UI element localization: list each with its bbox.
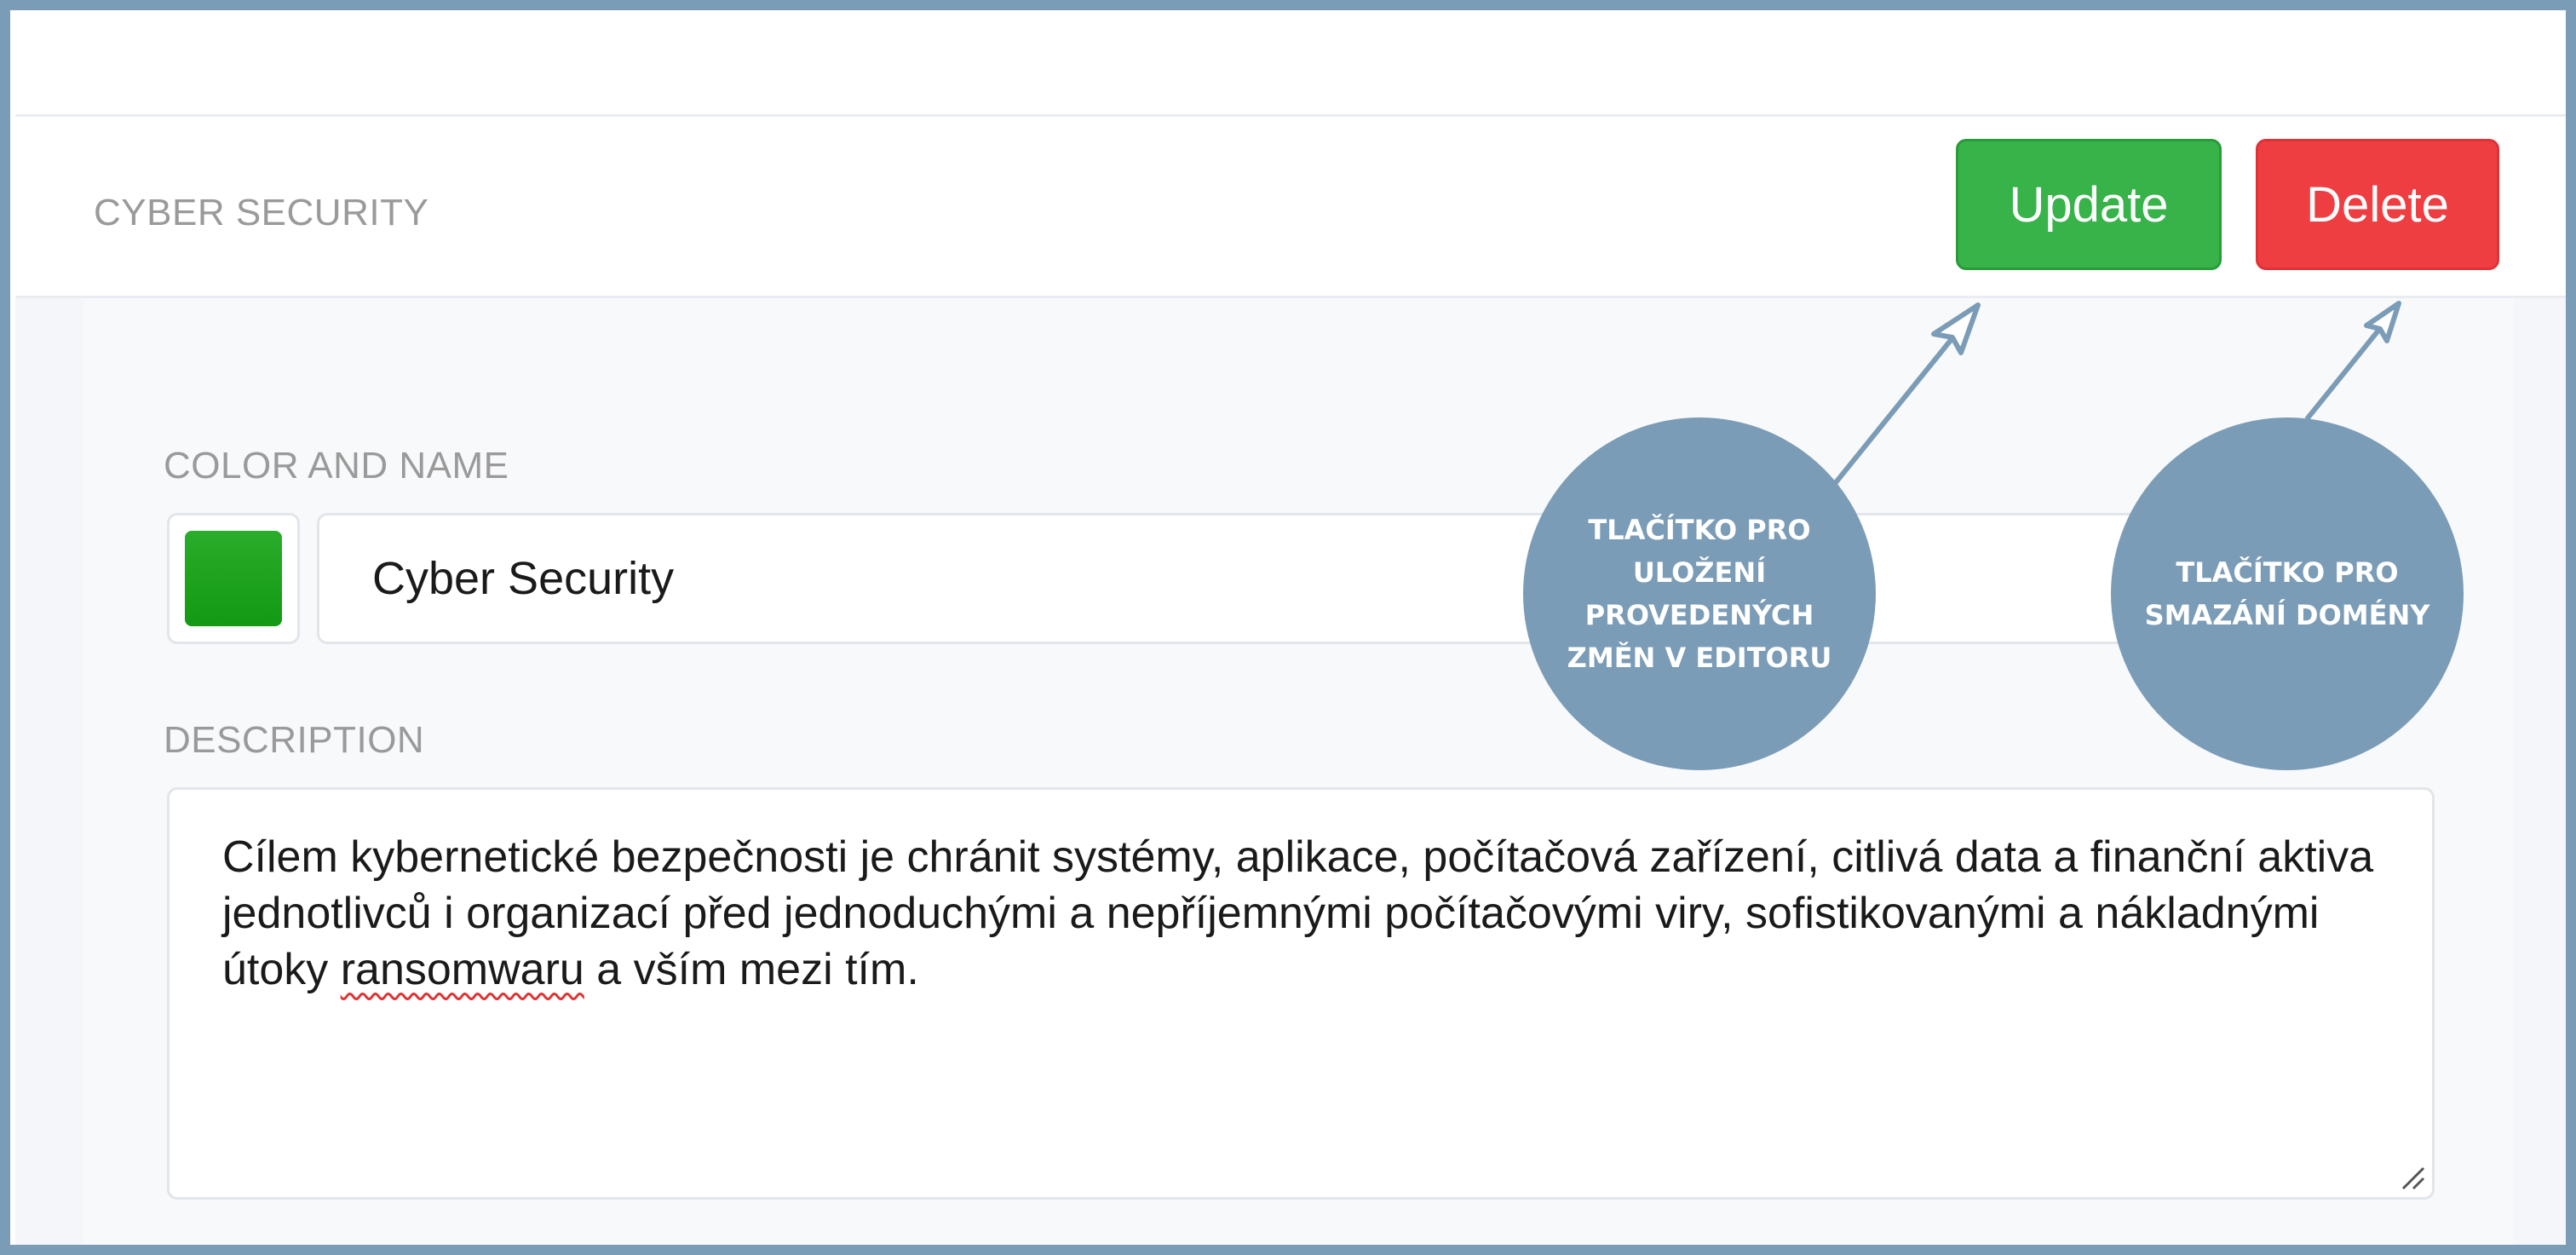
update-button[interactable]: Update xyxy=(1956,139,2222,270)
update-callout: TLAČÍTKO PRO ULOŽENÍ PROVEDENÝCH ZMĚN V EDITORU xyxy=(1523,417,1876,770)
resize-handle-icon[interactable] xyxy=(2400,1165,2425,1190)
description-text-end: a vším mezi tím. xyxy=(584,945,919,994)
domain-header xyxy=(15,114,2566,298)
name-input[interactable]: Cyber Security xyxy=(317,513,2177,644)
color-swatch[interactable] xyxy=(185,531,282,626)
description-label: DESCRIPTION xyxy=(164,719,425,761)
delete-callout: TLAČÍTKO PRO SMAZÁNÍ DOMÉNY xyxy=(2111,417,2464,770)
top-bar xyxy=(10,10,2566,114)
delete-button[interactable]: Delete xyxy=(2256,139,2499,270)
color-and-name-label: COLOR AND NAME xyxy=(164,445,509,486)
description-text: Cílem kybernetické bezpečnosti je chránit systémy, aplikace, počítačová zařízení, citlivá data a finanční aktiva jednotlivců i organizací před jednoduchými a nepříjemnými počítačovými viry, sofistikovanými a nákladnými útoky xyxy=(222,832,2374,994)
page-title: CYBER SECURITY xyxy=(94,192,429,233)
misspelled-word: ransomwaru xyxy=(340,945,584,994)
color-picker[interactable] xyxy=(167,513,300,644)
description-textarea[interactable] xyxy=(167,787,2435,1200)
